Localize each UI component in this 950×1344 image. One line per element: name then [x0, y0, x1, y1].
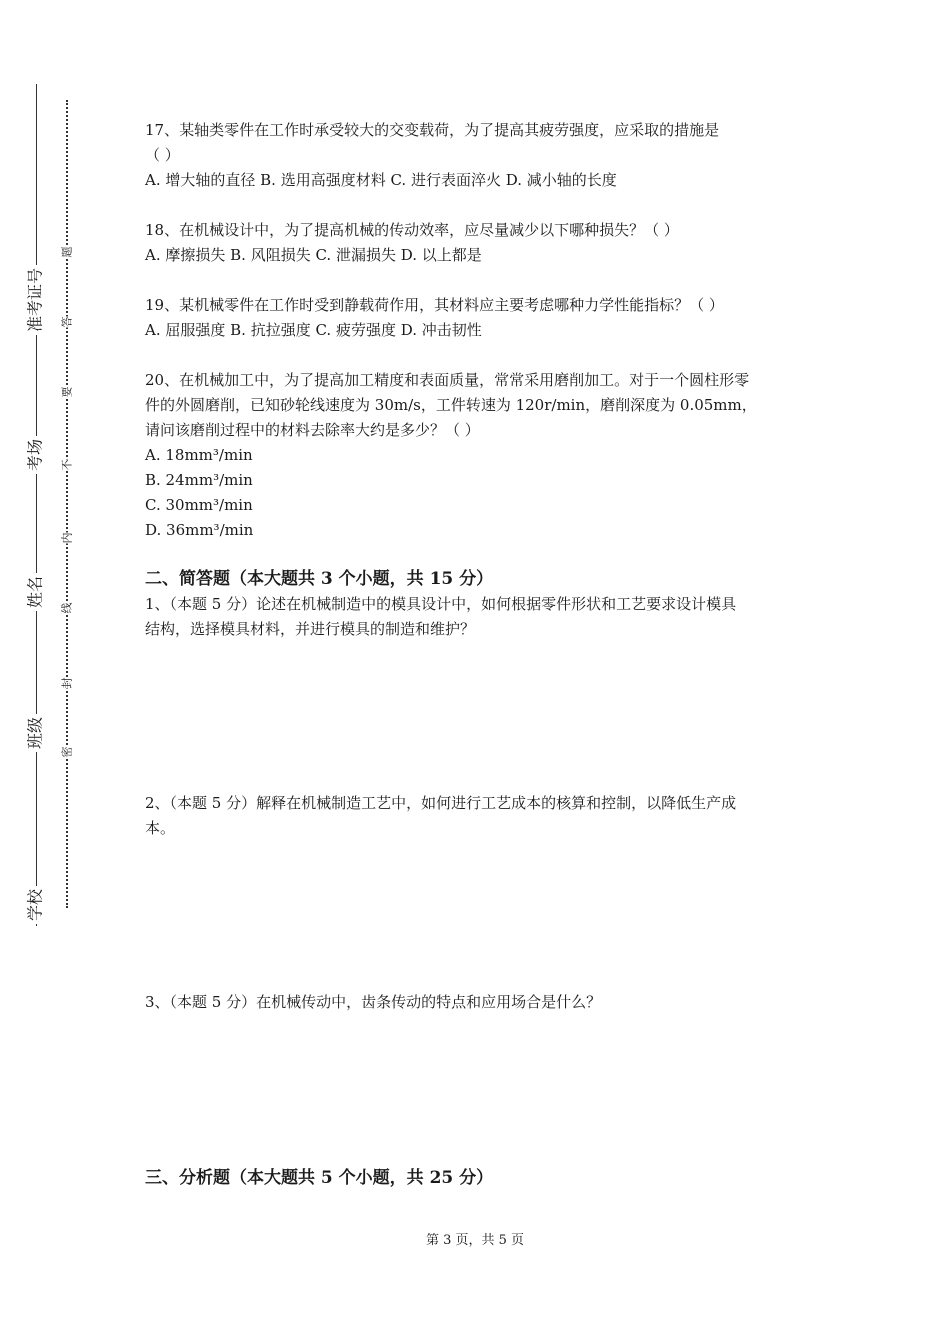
question-option-b: B. 24mm³/min: [145, 471, 253, 489]
question-text: 件的外圆磨削，已知砂轮线速度为 30m/s，工件转速为 120r/min，磨削深度为 0.05mm，: [145, 396, 757, 414]
binding-strip: [0, 0, 90, 1344]
short-answer-2: [145, 791, 825, 841]
seal-char: 答: [60, 316, 74, 328]
question-text: 结构，选择模具材料，并进行模具的制造和维护？: [145, 620, 476, 638]
short-answer-3: [145, 990, 825, 1015]
seal-char: 不: [60, 459, 74, 471]
seal-char: 内: [60, 532, 74, 544]
question-options: A. 摩擦损失 B. 风阻损失 C. 泄漏损失 D. 以上都是: [145, 246, 482, 264]
seal-char: 线: [60, 602, 74, 614]
question-text: 请问该磨削过程中的材料去除率大约是多少？（ ）: [145, 421, 480, 439]
section-heading-analysis: 三、分析题（本大题共 5 个小题，共 25 分）: [145, 1168, 494, 1188]
question-text: （ ）: [145, 146, 180, 164]
question-text: 2、（本题 5 分）解释在机械制造工艺中，如何进行工艺成本的核算和控制，以降低生产成: [145, 794, 737, 812]
seal-char: 要: [60, 386, 74, 398]
seal-char: 封: [60, 677, 74, 689]
question-text: 19、某机械零件在工作时受到静载荷作用，其材料应主要考虑哪种力学性能指标？（ ）: [145, 296, 724, 314]
question-19: [145, 293, 825, 343]
binding-dotted-line: [66, 100, 68, 908]
question-option-c: C. 30mm³/min: [145, 496, 253, 514]
question-text: 3、（本题 5 分）在机械传动中，齿条传动的特点和应用场合是什么？: [145, 993, 602, 1011]
question-options: A. 屈服强度 B. 抗拉强度 C. 疲劳强度 D. 冲击韧性: [145, 321, 482, 339]
field-label-name: 姓名: [23, 573, 46, 611]
field-label-exam-room: 考场: [23, 436, 46, 474]
section-heading-short-answer: 二、简答题（本大题共 3 个小题，共 15 分）: [145, 569, 494, 589]
field-label-school: 学校: [23, 886, 46, 924]
binding-solid-line: [36, 84, 37, 926]
field-label-exam-number: 准考证号: [23, 265, 46, 335]
question-text: 18、在机械设计中，为了提高机械的传动效率，应尽量减少以下哪种损失？（ ）: [145, 221, 679, 239]
seal-char: 题: [60, 246, 74, 258]
page-footer: 第 3 页，共 5 页: [425, 1233, 525, 1248]
question-text: 1、（本题 5 分）论述在机械制造中的模具设计中，如何根据零件形状和工艺要求设计模具: [145, 595, 737, 613]
short-answer-1: [145, 592, 825, 642]
question-text: 本。: [145, 819, 176, 837]
question-option-d: D. 36mm³/min: [145, 521, 254, 539]
question-20: [145, 368, 825, 543]
question-text: 17、某轴类零件在工作时承受较大的交变载荷，为了提高其疲劳强度，应采取的措施是: [145, 121, 720, 139]
question-18: [145, 218, 825, 268]
seal-char: 密: [60, 746, 74, 758]
field-label-class: 班级: [23, 714, 46, 752]
question-17: [145, 118, 825, 193]
question-text: 20、在机械加工中，为了提高加工精度和表面质量，常常采用磨削加工。对于一个圆柱形零: [145, 371, 750, 389]
question-option-a: A. 18mm³/min: [145, 446, 253, 464]
question-options: A. 增大轴的直径 B. 选用高强度材料 C. 进行表面淬火 D. 减小轴的长度: [145, 171, 617, 189]
